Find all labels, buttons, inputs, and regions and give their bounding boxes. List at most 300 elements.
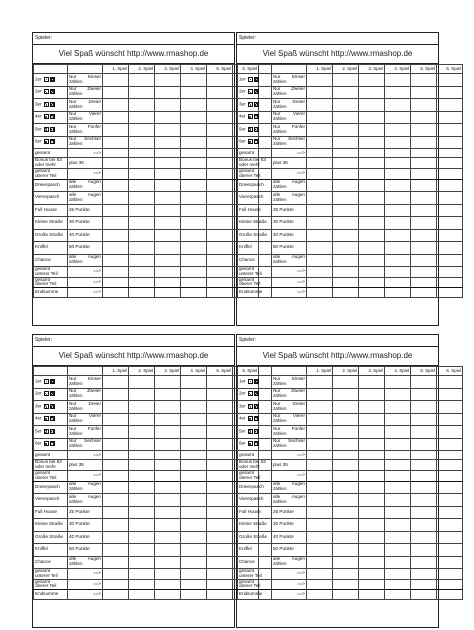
upper-1-score-cell-5[interactable]: [207, 376, 233, 389]
lower-2-score-cell-4[interactable]: [385, 494, 411, 507]
upper-5-score-cell-3[interactable]: [155, 124, 181, 137]
upper-4-score-cell-2[interactable]: [129, 111, 155, 124]
gesamt-oben-repeat-row-score-cell-2[interactable]: [129, 277, 155, 288]
bonus-row-score-cell-1[interactable]: [103, 158, 129, 169]
lower-2-score-cell-5[interactable]: [411, 494, 437, 507]
upper-1-score-cell-3[interactable]: [359, 376, 385, 389]
gesamt-unten-row-score-cell-2[interactable]: [333, 267, 359, 278]
lower-4-score-cell-2[interactable]: [129, 519, 155, 532]
gesamt-oben-row-score-cell-1[interactable]: [103, 470, 129, 481]
gesamt-oben-row-score-cell-5[interactable]: [207, 168, 233, 179]
upper-1-score-cell-6[interactable]: [437, 74, 463, 87]
gesamt-row-score-cell-3[interactable]: [155, 149, 181, 158]
lower-1-score-cell-3[interactable]: [155, 481, 181, 494]
bonus-row-score-cell-3[interactable]: [359, 158, 385, 169]
upper-1-score-cell-4[interactable]: [181, 376, 207, 389]
upper-5-score-cell-4[interactable]: [385, 124, 411, 137]
lower-2-score-cell-1[interactable]: [307, 494, 333, 507]
upper-3-score-cell-5[interactable]: [411, 401, 437, 414]
upper-6-score-cell-1[interactable]: [307, 438, 333, 451]
upper-6-score-cell-5[interactable]: [411, 438, 437, 451]
gesamt-oben-row-score-cell-4[interactable]: [385, 168, 411, 179]
lower-1-score-cell-6[interactable]: [437, 179, 463, 192]
lower-6-score-cell-6[interactable]: [437, 544, 463, 557]
gesamt-oben-repeat-row-score-cell-1[interactable]: [103, 277, 129, 288]
gesamt-oben-row-score-cell-5[interactable]: [411, 168, 437, 179]
gesamt-row-score-cell-1[interactable]: [307, 149, 333, 158]
gesamt-row-score-cell-4[interactable]: [181, 149, 207, 158]
lower-3-score-cell-5[interactable]: [411, 204, 437, 217]
upper-1-score-cell-5[interactable]: [411, 74, 437, 87]
endsumme-row-score-cell-3[interactable]: [359, 288, 385, 298]
lower-1-score-cell-1[interactable]: [103, 481, 129, 494]
gesamt-unten-row-score-cell-1[interactable]: [307, 569, 333, 580]
upper-2-score-cell-5[interactable]: [207, 86, 233, 99]
lower-4-score-cell-1[interactable]: [307, 217, 333, 230]
gesamt-oben-repeat-row-score-cell-3[interactable]: [155, 277, 181, 288]
gesamt-oben-row-score-cell-2[interactable]: [129, 168, 155, 179]
lower-5-score-cell-3[interactable]: [359, 531, 385, 544]
gesamt-oben-row-score-cell-2[interactable]: [333, 470, 359, 481]
upper-6-score-cell-3[interactable]: [359, 438, 385, 451]
lower-5-score-cell-2[interactable]: [333, 229, 359, 242]
gesamt-row-score-cell-2[interactable]: [333, 149, 359, 158]
lower-7-score-cell-5[interactable]: [207, 254, 233, 267]
gesamt-oben-row-score-cell-5[interactable]: [411, 470, 437, 481]
gesamt-oben-repeat-row-score-cell-5[interactable]: [411, 579, 437, 590]
lower-5-score-cell-2[interactable]: [333, 531, 359, 544]
endsumme-row-score-cell-3[interactable]: [359, 590, 385, 600]
upper-3-score-cell-1[interactable]: [307, 99, 333, 112]
lower-5-score-cell-6[interactable]: [437, 531, 463, 544]
gesamt-unten-row-score-cell-5[interactable]: [207, 569, 233, 580]
upper-2-score-cell-4[interactable]: [181, 388, 207, 401]
lower-1-score-cell-2[interactable]: [129, 179, 155, 192]
upper-3-score-cell-2[interactable]: [129, 401, 155, 414]
gesamt-row-score-cell-2[interactable]: [129, 451, 155, 460]
gesamt-oben-row-score-cell-1[interactable]: [307, 470, 333, 481]
upper-4-score-cell-2[interactable]: [333, 111, 359, 124]
lower-1-score-cell-1[interactable]: [307, 481, 333, 494]
lower-7-score-cell-4[interactable]: [181, 556, 207, 569]
upper-6-score-cell-6[interactable]: [437, 136, 463, 149]
lower-3-score-cell-3[interactable]: [359, 506, 385, 519]
lower-1-score-cell-5[interactable]: [207, 481, 233, 494]
upper-4-score-cell-3[interactable]: [359, 111, 385, 124]
lower-3-score-cell-6[interactable]: [437, 204, 463, 217]
upper-1-score-cell-1[interactable]: [307, 74, 333, 87]
upper-4-score-cell-5[interactable]: [207, 111, 233, 124]
lower-1-score-cell-6[interactable]: [437, 481, 463, 494]
upper-5-score-cell-3[interactable]: [155, 426, 181, 439]
lower-4-score-cell-5[interactable]: [411, 217, 437, 230]
upper-3-score-cell-5[interactable]: [207, 401, 233, 414]
lower-1-score-cell-1[interactable]: [103, 179, 129, 192]
bonus-row-score-cell-6[interactable]: [437, 460, 463, 471]
upper-4-score-cell-1[interactable]: [103, 111, 129, 124]
lower-7-score-cell-4[interactable]: [385, 556, 411, 569]
lower-6-score-cell-3[interactable]: [155, 242, 181, 255]
lower-4-score-cell-2[interactable]: [129, 217, 155, 230]
lower-2-score-cell-6[interactable]: [437, 494, 463, 507]
lower-4-score-cell-6[interactable]: [437, 217, 463, 230]
endsumme-row-score-cell-2[interactable]: [333, 590, 359, 600]
upper-2-score-cell-3[interactable]: [155, 388, 181, 401]
lower-3-score-cell-1[interactable]: [103, 204, 129, 217]
upper-6-score-cell-6[interactable]: [437, 438, 463, 451]
lower-4-score-cell-1[interactable]: [103, 217, 129, 230]
lower-6-score-cell-5[interactable]: [411, 544, 437, 557]
upper-3-score-cell-4[interactable]: [181, 99, 207, 112]
lower-3-score-cell-2[interactable]: [129, 506, 155, 519]
upper-6-score-cell-3[interactable]: [359, 136, 385, 149]
bonus-row-score-cell-1[interactable]: [103, 460, 129, 471]
lower-6-score-cell-3[interactable]: [155, 544, 181, 557]
upper-5-score-cell-2[interactable]: [129, 124, 155, 137]
lower-5-score-cell-1[interactable]: [307, 531, 333, 544]
gesamt-oben-repeat-row-score-cell-1[interactable]: [103, 579, 129, 590]
gesamt-oben-row-score-cell-3[interactable]: [155, 470, 181, 481]
upper-6-score-cell-4[interactable]: [385, 438, 411, 451]
upper-4-score-cell-4[interactable]: [385, 413, 411, 426]
upper-3-score-cell-5[interactable]: [207, 99, 233, 112]
lower-1-score-cell-2[interactable]: [333, 481, 359, 494]
gesamt-oben-row-score-cell-3[interactable]: [359, 470, 385, 481]
upper-2-score-cell-1[interactable]: [307, 388, 333, 401]
lower-7-score-cell-2[interactable]: [333, 254, 359, 267]
gesamt-row-score-cell-3[interactable]: [359, 149, 385, 158]
gesamt-oben-row-score-cell-2[interactable]: [129, 470, 155, 481]
gesamt-oben-repeat-row-score-cell-1[interactable]: [307, 277, 333, 288]
gesamt-oben-row-score-cell-4[interactable]: [181, 470, 207, 481]
lower-4-score-cell-4[interactable]: [181, 519, 207, 532]
gesamt-oben-row-score-cell-3[interactable]: [155, 168, 181, 179]
lower-7-score-cell-1[interactable]: [103, 556, 129, 569]
gesamt-unten-row-score-cell-2[interactable]: [129, 267, 155, 278]
lower-7-score-cell-1[interactable]: [307, 254, 333, 267]
lower-6-score-cell-4[interactable]: [385, 544, 411, 557]
upper-4-score-cell-1[interactable]: [307, 413, 333, 426]
upper-4-score-cell-6[interactable]: [437, 413, 463, 426]
upper-4-score-cell-5[interactable]: [411, 111, 437, 124]
upper-5-score-cell-1[interactable]: [307, 124, 333, 137]
upper-1-score-cell-2[interactable]: [129, 74, 155, 87]
upper-5-score-cell-6[interactable]: [437, 124, 463, 137]
endsumme-row-score-cell-4[interactable]: [385, 590, 411, 600]
upper-6-score-cell-5[interactable]: [207, 136, 233, 149]
lower-6-score-cell-2[interactable]: [333, 544, 359, 557]
lower-7-score-cell-5[interactable]: [411, 556, 437, 569]
lower-2-score-cell-6[interactable]: [437, 192, 463, 205]
gesamt-unten-row-score-cell-6[interactable]: [437, 569, 463, 580]
upper-2-score-cell-3[interactable]: [359, 86, 385, 99]
gesamt-row-score-cell-5[interactable]: [411, 149, 437, 158]
gesamt-row-score-cell-4[interactable]: [385, 149, 411, 158]
lower-1-score-cell-5[interactable]: [207, 179, 233, 192]
upper-1-score-cell-1[interactable]: [103, 74, 129, 87]
gesamt-row-score-cell-5[interactable]: [411, 451, 437, 460]
upper-2-score-cell-1[interactable]: [103, 388, 129, 401]
lower-6-score-cell-4[interactable]: [385, 242, 411, 255]
endsumme-row-score-cell-1[interactable]: [103, 590, 129, 600]
lower-3-score-cell-4[interactable]: [181, 506, 207, 519]
gesamt-unten-row-score-cell-1[interactable]: [307, 267, 333, 278]
upper-3-score-cell-2[interactable]: [129, 99, 155, 112]
lower-5-score-cell-5[interactable]: [207, 531, 233, 544]
gesamt-oben-repeat-row-score-cell-4[interactable]: [181, 277, 207, 288]
gesamt-unten-row-score-cell-4[interactable]: [385, 569, 411, 580]
upper-6-score-cell-5[interactable]: [207, 438, 233, 451]
upper-2-score-cell-1[interactable]: [307, 86, 333, 99]
lower-1-score-cell-4[interactable]: [385, 481, 411, 494]
lower-5-score-cell-1[interactable]: [307, 229, 333, 242]
lower-2-score-cell-2[interactable]: [333, 494, 359, 507]
lower-2-score-cell-5[interactable]: [207, 494, 233, 507]
lower-7-score-cell-5[interactable]: [411, 254, 437, 267]
lower-7-score-cell-4[interactable]: [385, 254, 411, 267]
upper-3-score-cell-2[interactable]: [333, 99, 359, 112]
player-row[interactable]: [33, 33, 234, 45]
upper-5-score-cell-2[interactable]: [333, 426, 359, 439]
upper-3-score-cell-6[interactable]: [437, 401, 463, 414]
lower-1-score-cell-5[interactable]: [411, 179, 437, 192]
gesamt-row-score-cell-4[interactable]: [385, 451, 411, 460]
endsumme-row-score-cell-5[interactable]: [207, 590, 233, 600]
upper-5-score-cell-2[interactable]: [129, 426, 155, 439]
lower-6-score-cell-1[interactable]: [103, 242, 129, 255]
upper-4-score-cell-3[interactable]: [155, 111, 181, 124]
gesamt-unten-row-score-cell-2[interactable]: [129, 569, 155, 580]
upper-5-score-cell-5[interactable]: [411, 426, 437, 439]
bonus-row-score-cell-2[interactable]: [333, 460, 359, 471]
lower-7-score-cell-5[interactable]: [207, 556, 233, 569]
lower-3-score-cell-2[interactable]: [333, 506, 359, 519]
upper-2-score-cell-5[interactable]: [411, 388, 437, 401]
upper-2-score-cell-6[interactable]: [437, 388, 463, 401]
lower-3-score-cell-3[interactable]: [359, 204, 385, 217]
upper-6-score-cell-2[interactable]: [333, 136, 359, 149]
lower-4-score-cell-3[interactable]: [359, 519, 385, 532]
gesamt-unten-row-score-cell-5[interactable]: [411, 267, 437, 278]
lower-2-score-cell-4[interactable]: [181, 192, 207, 205]
gesamt-oben-row-score-cell-6[interactable]: [437, 470, 463, 481]
lower-5-score-cell-4[interactable]: [181, 531, 207, 544]
endsumme-row-score-cell-1[interactable]: [103, 288, 129, 298]
bonus-row-score-cell-4[interactable]: [385, 158, 411, 169]
upper-1-score-cell-2[interactable]: [333, 376, 359, 389]
lower-6-score-cell-3[interactable]: [359, 242, 385, 255]
upper-5-score-cell-1[interactable]: [103, 124, 129, 137]
upper-2-score-cell-2[interactable]: [333, 388, 359, 401]
lower-2-score-cell-1[interactable]: [307, 192, 333, 205]
lower-1-score-cell-1[interactable]: [307, 179, 333, 192]
lower-2-score-cell-3[interactable]: [359, 192, 385, 205]
lower-5-score-cell-1[interactable]: [103, 531, 129, 544]
bonus-row-score-cell-3[interactable]: [359, 460, 385, 471]
lower-3-score-cell-3[interactable]: [155, 506, 181, 519]
gesamt-oben-row-score-cell-3[interactable]: [359, 168, 385, 179]
gesamt-oben-repeat-row-score-cell-2[interactable]: [129, 579, 155, 590]
bonus-row-score-cell-4[interactable]: [181, 158, 207, 169]
gesamt-row-score-cell-6[interactable]: [437, 451, 463, 460]
upper-2-score-cell-3[interactable]: [359, 388, 385, 401]
bonus-row-score-cell-5[interactable]: [207, 158, 233, 169]
upper-2-score-cell-4[interactable]: [181, 86, 207, 99]
gesamt-unten-row-score-cell-3[interactable]: [155, 267, 181, 278]
lower-2-score-cell-3[interactable]: [155, 494, 181, 507]
lower-2-score-cell-5[interactable]: [411, 192, 437, 205]
upper-1-score-cell-5[interactable]: [207, 74, 233, 87]
lower-4-score-cell-5[interactable]: [207, 519, 233, 532]
upper-2-score-cell-2[interactable]: [129, 388, 155, 401]
gesamt-unten-row-score-cell-4[interactable]: [181, 267, 207, 278]
endsumme-row-score-cell-2[interactable]: [129, 590, 155, 600]
gesamt-oben-repeat-row-score-cell-6[interactable]: [437, 277, 463, 288]
upper-4-score-cell-3[interactable]: [359, 413, 385, 426]
endsumme-row-score-cell-1[interactable]: [307, 590, 333, 600]
upper-3-score-cell-2[interactable]: [333, 401, 359, 414]
upper-5-score-cell-5[interactable]: [411, 124, 437, 137]
lower-4-score-cell-6[interactable]: [437, 519, 463, 532]
gesamt-oben-repeat-row-score-cell-3[interactable]: [359, 579, 385, 590]
upper-4-score-cell-2[interactable]: [129, 413, 155, 426]
lower-7-score-cell-1[interactable]: [103, 254, 129, 267]
upper-1-score-cell-4[interactable]: [385, 74, 411, 87]
lower-3-score-cell-1[interactable]: [307, 204, 333, 217]
lower-3-score-cell-1[interactable]: [103, 506, 129, 519]
gesamt-oben-repeat-row-score-cell-2[interactable]: [333, 277, 359, 288]
gesamt-unten-row-score-cell-2[interactable]: [333, 569, 359, 580]
lower-5-score-cell-5[interactable]: [411, 229, 437, 242]
upper-6-score-cell-3[interactable]: [155, 438, 181, 451]
player-row[interactable]: [237, 33, 438, 45]
lower-6-score-cell-5[interactable]: [411, 242, 437, 255]
upper-5-score-cell-6[interactable]: [437, 426, 463, 439]
upper-3-score-cell-4[interactable]: [385, 99, 411, 112]
lower-2-score-cell-1[interactable]: [103, 494, 129, 507]
upper-6-score-cell-2[interactable]: [333, 438, 359, 451]
gesamt-oben-repeat-row-score-cell-3[interactable]: [359, 277, 385, 288]
lower-2-score-cell-1[interactable]: [103, 192, 129, 205]
bonus-row-score-cell-3[interactable]: [155, 158, 181, 169]
lower-3-score-cell-3[interactable]: [155, 204, 181, 217]
upper-3-score-cell-5[interactable]: [411, 99, 437, 112]
gesamt-unten-row-score-cell-1[interactable]: [103, 569, 129, 580]
upper-1-score-cell-3[interactable]: [155, 376, 181, 389]
lower-3-score-cell-4[interactable]: [385, 204, 411, 217]
upper-1-score-cell-3[interactable]: [155, 74, 181, 87]
gesamt-oben-row-score-cell-4[interactable]: [181, 168, 207, 179]
lower-3-score-cell-5[interactable]: [207, 506, 233, 519]
bonus-row-score-cell-4[interactable]: [181, 460, 207, 471]
upper-2-score-cell-4[interactable]: [385, 86, 411, 99]
bonus-row-score-cell-4[interactable]: [385, 460, 411, 471]
lower-2-score-cell-3[interactable]: [155, 192, 181, 205]
upper-6-score-cell-3[interactable]: [155, 136, 181, 149]
upper-4-score-cell-1[interactable]: [103, 413, 129, 426]
upper-5-score-cell-4[interactable]: [385, 426, 411, 439]
gesamt-unten-row-score-cell-6[interactable]: [437, 267, 463, 278]
lower-2-score-cell-2[interactable]: [333, 192, 359, 205]
lower-1-score-cell-5[interactable]: [411, 481, 437, 494]
gesamt-unten-row-score-cell-4[interactable]: [385, 267, 411, 278]
lower-4-score-cell-4[interactable]: [181, 217, 207, 230]
lower-2-score-cell-5[interactable]: [207, 192, 233, 205]
endsumme-row-score-cell-2[interactable]: [333, 288, 359, 298]
gesamt-oben-repeat-row-score-cell-5[interactable]: [207, 277, 233, 288]
bonus-row-score-cell-5[interactable]: [411, 460, 437, 471]
endsumme-row-score-cell-2[interactable]: [129, 288, 155, 298]
lower-4-score-cell-2[interactable]: [333, 519, 359, 532]
upper-3-score-cell-1[interactable]: [307, 401, 333, 414]
gesamt-oben-repeat-row-score-cell-5[interactable]: [411, 277, 437, 288]
upper-3-score-cell-3[interactable]: [359, 99, 385, 112]
upper-6-score-cell-1[interactable]: [307, 136, 333, 149]
upper-2-score-cell-2[interactable]: [129, 86, 155, 99]
upper-5-score-cell-3[interactable]: [359, 124, 385, 137]
gesamt-unten-row-score-cell-1[interactable]: [103, 267, 129, 278]
upper-5-score-cell-4[interactable]: [181, 124, 207, 137]
upper-5-score-cell-1[interactable]: [307, 426, 333, 439]
gesamt-oben-row-score-cell-1[interactable]: [307, 168, 333, 179]
lower-3-score-cell-1[interactable]: [307, 506, 333, 519]
upper-6-score-cell-4[interactable]: [181, 136, 207, 149]
upper-4-score-cell-2[interactable]: [333, 413, 359, 426]
lower-7-score-cell-1[interactable]: [307, 556, 333, 569]
lower-4-score-cell-3[interactable]: [155, 217, 181, 230]
upper-1-score-cell-3[interactable]: [359, 74, 385, 87]
endsumme-row-score-cell-5[interactable]: [411, 288, 437, 298]
lower-7-score-cell-6[interactable]: [437, 556, 463, 569]
gesamt-row-score-cell-3[interactable]: [155, 451, 181, 460]
upper-6-score-cell-2[interactable]: [129, 136, 155, 149]
gesamt-row-score-cell-1[interactable]: [103, 149, 129, 158]
endsumme-row-score-cell-6[interactable]: [437, 288, 463, 298]
lower-6-score-cell-3[interactable]: [359, 544, 385, 557]
lower-4-score-cell-5[interactable]: [207, 217, 233, 230]
lower-6-score-cell-4[interactable]: [181, 544, 207, 557]
lower-1-score-cell-2[interactable]: [129, 481, 155, 494]
gesamt-oben-repeat-row-score-cell-6[interactable]: [437, 579, 463, 590]
lower-2-score-cell-4[interactable]: [181, 494, 207, 507]
lower-4-score-cell-5[interactable]: [411, 519, 437, 532]
gesamt-row-score-cell-1[interactable]: [307, 451, 333, 460]
upper-1-score-cell-6[interactable]: [437, 376, 463, 389]
upper-1-score-cell-1[interactable]: [103, 376, 129, 389]
lower-6-score-cell-1[interactable]: [307, 544, 333, 557]
bonus-row-score-cell-2[interactable]: [333, 158, 359, 169]
lower-6-score-cell-6[interactable]: [437, 242, 463, 255]
upper-2-score-cell-3[interactable]: [155, 86, 181, 99]
gesamt-unten-row-score-cell-3[interactable]: [359, 267, 385, 278]
lower-5-score-cell-4[interactable]: [385, 531, 411, 544]
upper-4-score-cell-4[interactable]: [181, 413, 207, 426]
gesamt-oben-repeat-row-score-cell-3[interactable]: [155, 579, 181, 590]
upper-2-score-cell-2[interactable]: [333, 86, 359, 99]
lower-1-score-cell-3[interactable]: [359, 481, 385, 494]
lower-1-score-cell-3[interactable]: [359, 179, 385, 192]
upper-3-score-cell-6[interactable]: [437, 99, 463, 112]
upper-2-score-cell-4[interactable]: [385, 388, 411, 401]
lower-6-score-cell-1[interactable]: [307, 242, 333, 255]
lower-6-score-cell-5[interactable]: [207, 242, 233, 255]
gesamt-unten-row-score-cell-4[interactable]: [181, 569, 207, 580]
upper-3-score-cell-3[interactable]: [155, 401, 181, 414]
lower-7-score-cell-6[interactable]: [437, 254, 463, 267]
gesamt-oben-row-score-cell-4[interactable]: [385, 470, 411, 481]
lower-6-score-cell-5[interactable]: [207, 544, 233, 557]
lower-7-score-cell-3[interactable]: [359, 254, 385, 267]
